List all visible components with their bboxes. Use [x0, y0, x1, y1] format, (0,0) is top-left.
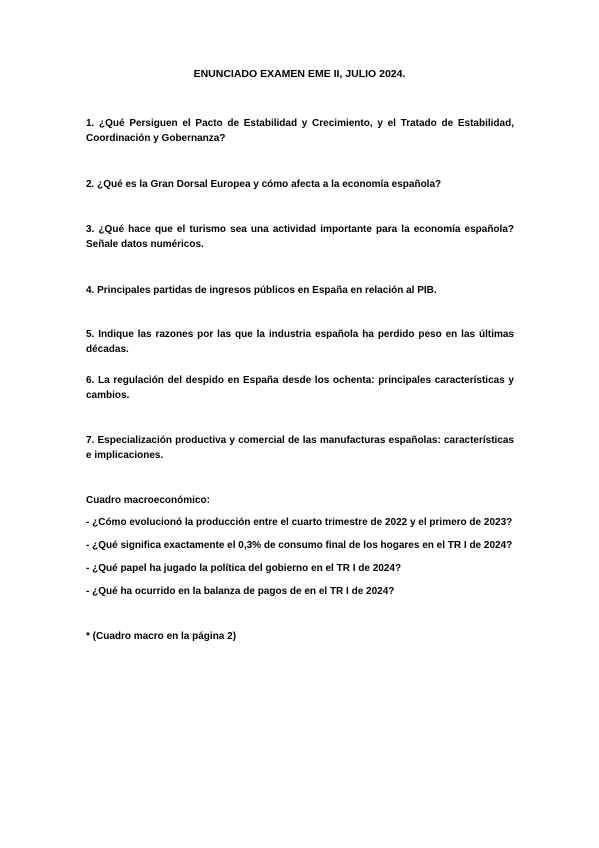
- macro-question-4: - ¿Qué ha ocurrido en la balanza de pagos de en el TR I de 2024?: [86, 586, 395, 597]
- macro-heading: Cuadro macroeconómico:: [86, 495, 210, 506]
- question-2: 2. ¿Qué es la Gran Dorsal Europea y cómo afecta a la economía española?: [86, 179, 442, 190]
- macro-question-list: [86, 515, 526, 607]
- question-4: 4. Principales partidas de ingresos públicos en España en relación al PIB.: [86, 285, 437, 296]
- macro-question-3: - ¿Qué papel ha jugado la política del gobierno en el TR I de 2024?: [86, 563, 402, 574]
- question-3: 3. ¿Qué hace que el turismo sea una actividad importante para la economía española? Señale datos numéricos.: [86, 224, 514, 250]
- question-6: 6. La regulación del despido en España desde los ochenta: principales características y cambios.: [86, 375, 514, 401]
- page-note: * (Cuadro macro en la página 2): [86, 631, 237, 642]
- question-7: 7. Especialización productiva y comercial de las manufacturas españolas: características e implicaciones.: [86, 435, 514, 461]
- question-1: 1. ¿Qué Persiguen el Pacto de Estabilidad y Crecimiento, y el Tratado de Estabilidad, Coordinación y Gobernanza?: [86, 118, 514, 144]
- document-title: ENUNCIADO EXAMEN EME II, JULIO 2024.: [193, 68, 406, 80]
- macro-question-1: - ¿Cómo evolucionó la producción entre el cuarto trimestre de 2022 y el primero de 2023?: [86, 517, 513, 528]
- macro-question-2: - ¿Qué significa exactamente el 0,3% de consumo final de los hogares en el TR I de 2024?: [86, 540, 513, 551]
- question-5: 5. Indique las razones por las que la industria española ha perdido peso en las últimas décadas.: [86, 329, 514, 355]
